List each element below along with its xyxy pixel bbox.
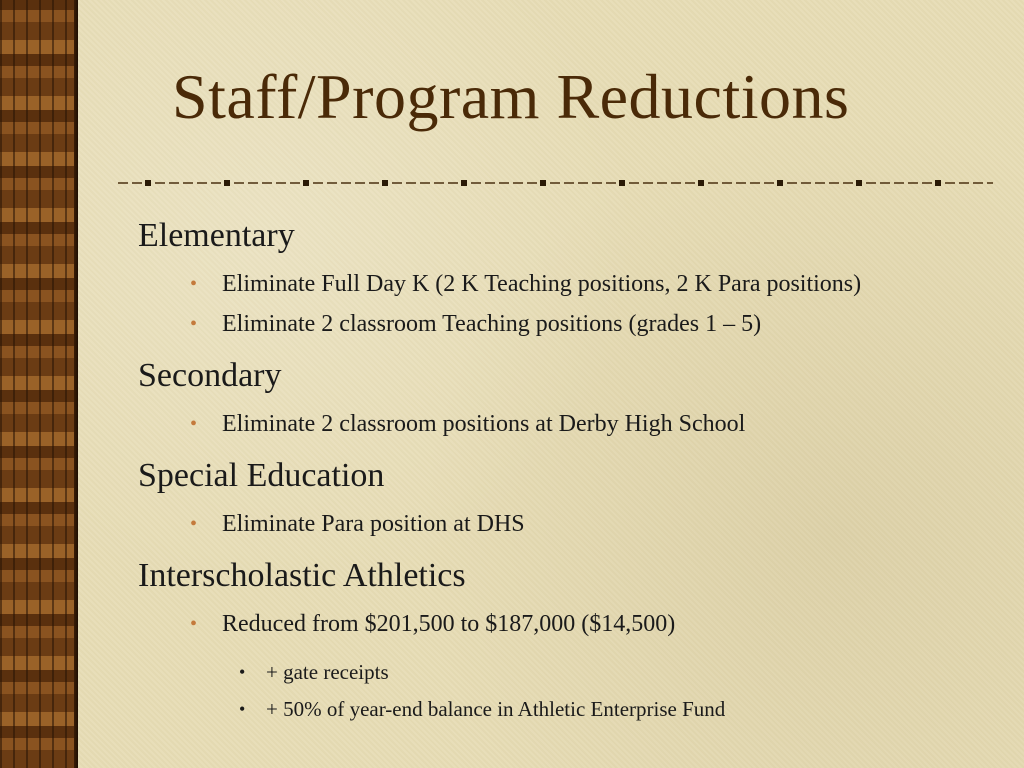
divider-square-icon (461, 180, 467, 186)
section-secondary (138, 354, 1008, 444)
divider-square-icon (382, 180, 388, 186)
bullet-text: Eliminate Para position at DHS (222, 511, 525, 537)
bullet-list (138, 504, 1008, 544)
section-heading: Secondary (138, 357, 282, 394)
slide-title: Staff/Program Reductions (172, 61, 850, 132)
section-heading: Special Education (138, 457, 385, 494)
sub-bullet-item (138, 654, 1008, 691)
divider-square-icon (698, 180, 704, 186)
bullet-text: Eliminate Full Day K (2 K Teaching positions, 2 K Para positions) (222, 271, 862, 297)
divider-square-icon (303, 180, 309, 186)
bullet-item (138, 604, 1008, 644)
divider-square-icon (540, 180, 546, 186)
bullet-dot-icon: • (190, 513, 198, 535)
left-decorative-strip (0, 0, 78, 768)
sub-bullet-text: + 50% of year-end balance in Athletic Enterprise Fund (266, 697, 726, 721)
section-heading: Elementary (138, 217, 295, 254)
bullet-text: Eliminate 2 classroom Teaching positions (grades 1 – 5) (222, 311, 762, 337)
bullet-list (138, 264, 1008, 344)
section-special-education (138, 454, 1008, 544)
bullet-item (138, 504, 1008, 544)
dashed-divider (118, 176, 993, 190)
divider-square-icon (224, 180, 230, 186)
bullet-list (138, 404, 1008, 444)
divider-square-icon (777, 180, 783, 186)
sub-bullet-text: + gate receipts (266, 660, 389, 684)
section-heading: Interscholastic Athletics (138, 557, 466, 594)
bullet-item (138, 404, 1008, 444)
sub-bullet-dot-icon: • (239, 662, 246, 682)
bullet-dot-icon: • (190, 313, 198, 335)
divider-square-icon (145, 180, 151, 186)
slide-content (138, 214, 1008, 728)
bullet-text: Reduced from $201,500 to $187,000 ($14,500) (222, 611, 676, 637)
bullet-dot-icon: • (190, 273, 198, 295)
bullet-text: Eliminate 2 classroom positions at Derby High School (222, 411, 746, 437)
divider-square-icon (856, 180, 862, 186)
sub-bullet-dot-icon: • (239, 699, 246, 719)
divider-square-icon (619, 180, 625, 186)
bullet-dot-icon: • (190, 613, 198, 635)
bullet-item (138, 264, 1008, 304)
bullet-dot-icon: • (190, 413, 198, 435)
section-athletics (138, 554, 1008, 728)
bullet-list (138, 604, 1008, 644)
bullet-item (138, 304, 1008, 344)
section-elementary (138, 214, 1008, 344)
divider-square-icon (935, 180, 941, 186)
sub-bullet-item (138, 691, 1008, 728)
sub-bullet-list (138, 654, 1008, 728)
